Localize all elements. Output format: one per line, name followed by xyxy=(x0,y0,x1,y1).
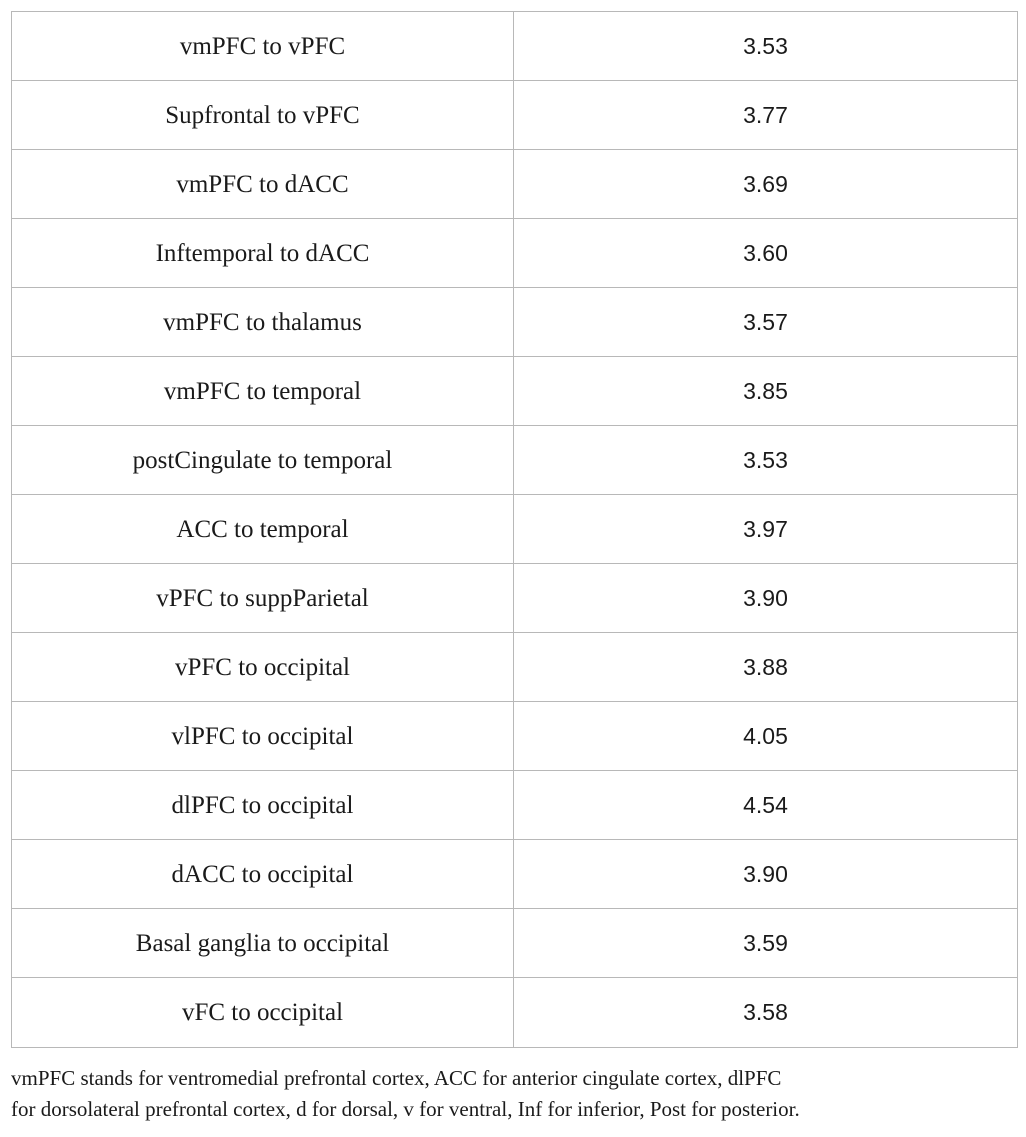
connection-cell: vmPFC to vPFC xyxy=(12,12,514,81)
table-row xyxy=(12,978,1018,1048)
value-cell: 3.58 xyxy=(514,978,1018,1048)
connection-cell: Supfrontal to vPFC xyxy=(12,81,514,150)
value-cell: 3.53 xyxy=(514,426,1018,495)
connection-cell: vmPFC to dACC xyxy=(12,150,514,219)
footnote-line-2: for dorsolateral prefrontal cortex, d for dorsal, v for ventral, Inf for inferior, Post for posterior. xyxy=(11,1097,800,1121)
connection-cell: ACC to temporal xyxy=(12,495,514,564)
connection-cell: vmPFC to thalamus xyxy=(12,288,514,357)
table-row xyxy=(12,288,1018,357)
value-cell: 3.88 xyxy=(514,633,1018,702)
value-cell: 4.05 xyxy=(514,702,1018,771)
table-row xyxy=(12,702,1018,771)
table-footnote xyxy=(11,1063,1017,1125)
connection-cell: vPFC to suppParietal xyxy=(12,564,514,633)
value-cell: 4.54 xyxy=(514,771,1018,840)
connectivity-table xyxy=(11,11,1018,1048)
connection-cell: vPFC to occipital xyxy=(12,633,514,702)
table-row xyxy=(12,633,1018,702)
connection-cell: dlPFC to occipital xyxy=(12,771,514,840)
connection-cell: dACC to occipital xyxy=(12,840,514,909)
table-row xyxy=(12,81,1018,150)
value-cell: 3.90 xyxy=(514,840,1018,909)
value-cell: 3.60 xyxy=(514,219,1018,288)
table-row xyxy=(12,495,1018,564)
connection-cell: vFC to occipital xyxy=(12,978,514,1048)
connection-cell: vlPFC to occipital xyxy=(12,702,514,771)
value-cell: 3.69 xyxy=(514,150,1018,219)
value-cell: 3.97 xyxy=(514,495,1018,564)
connection-cell: vmPFC to temporal xyxy=(12,357,514,426)
table-row xyxy=(12,219,1018,288)
table-row xyxy=(12,771,1018,840)
value-cell: 3.90 xyxy=(514,564,1018,633)
connectivity-table-container xyxy=(11,11,1015,1048)
table-row xyxy=(12,357,1018,426)
connection-cell: Inftemporal to dACC xyxy=(12,219,514,288)
connection-cell: postCingulate to temporal xyxy=(12,426,514,495)
footnote-line-1: vmPFC stands for ventromedial prefrontal cortex, ACC for anterior cingulate cortex, dlPFC xyxy=(11,1066,782,1090)
table-row xyxy=(12,12,1018,81)
table-row xyxy=(12,150,1018,219)
value-cell: 3.53 xyxy=(514,12,1018,81)
value-cell: 3.77 xyxy=(514,81,1018,150)
table-row xyxy=(12,840,1018,909)
value-cell: 3.57 xyxy=(514,288,1018,357)
value-cell: 3.59 xyxy=(514,909,1018,978)
connection-cell: Basal ganglia to occipital xyxy=(12,909,514,978)
table-row xyxy=(12,909,1018,978)
table-row xyxy=(12,564,1018,633)
table-body xyxy=(12,12,1018,1048)
table-row xyxy=(12,426,1018,495)
value-cell: 3.85 xyxy=(514,357,1018,426)
